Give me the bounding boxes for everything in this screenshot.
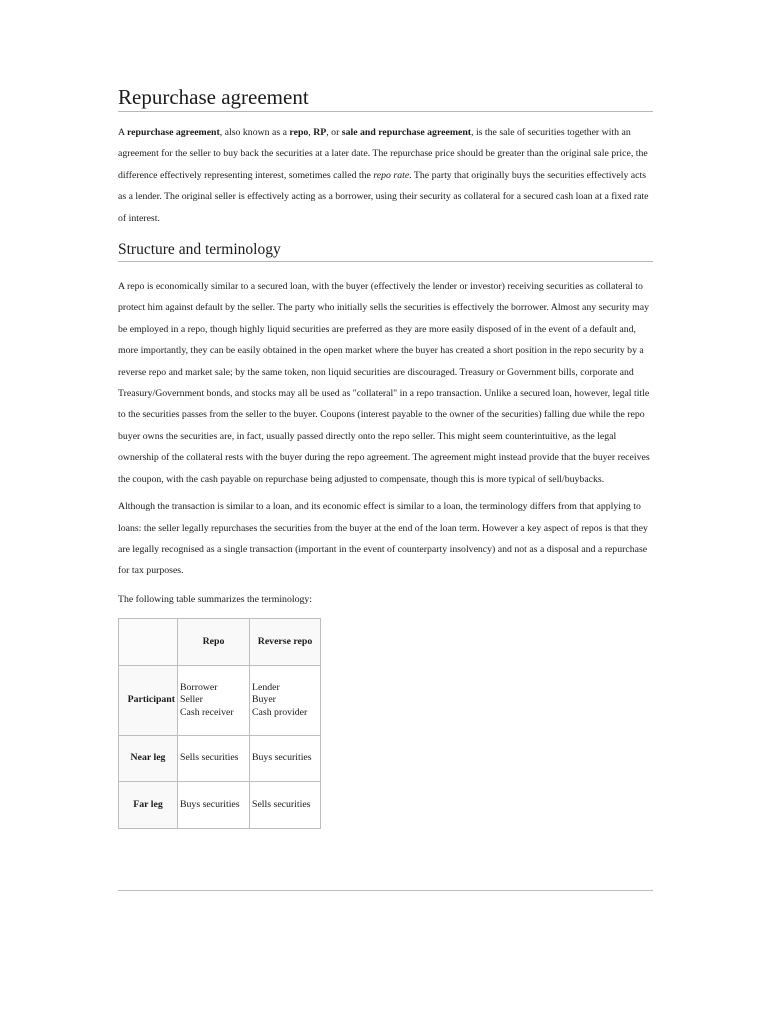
cell-far-leg-reverse-repo: Sells securities [250,782,321,829]
row-header-near-leg: Near leg [119,736,178,782]
cell-participant-reverse-repo: Lender Buyer Cash provider [250,666,321,736]
column-header-repo: Repo [178,619,250,666]
cell-near-leg-repo: Sells securities [178,736,250,782]
terminology-table [118,618,321,829]
cell-participant-repo: Borrower Seller Cash receiver [178,666,250,736]
column-header-reverse-repo: Reverse repo [250,619,321,666]
row-header-far-leg: Far leg [119,782,178,829]
term-repo: repo [289,127,309,138]
term-sale-and-repurchase: sale and repurchase agreement [341,127,472,138]
table-row [119,736,321,782]
footer-divider [118,890,653,891]
structure-paragraph-1: A repo is economically similar to a secured loan, with the buyer (effectively the lender or investor) receiving securities as collateral to protect him against default by the seller. The party who initially sells the securities is effectively the borrower. Almost any security may be employed in a repo, though highly liquid securities are preferred as they are more easily disposed of in the event of a default and, more importantly, they can be easily obtained in the open market where the buyer has created a short position in the repo security by a reverse repo and market sale; by the same token, non liquid securities are discouraged. Treasury or Government bills, corporate and Treasury/Government bonds, and stocks may all be used as "collateral" in a repo transaction. Unlike a secured loan, however, legal title to the securities passes from the seller to the buyer. Coupons (interest payable to the owner of the securities) falling due while the repo buyer owns the securities are, in fact, usually passed directly onto the repo seller. This might seem counterintuitive, as the legal ownership of the collateral rests with the buyer during the repo agreement. The agreement might instead provide that the buyer receives the coupon, with the cash payable on repurchase being adjusted to compensate, though this is more typical of sell/buybacks. [118,281,650,485]
cell-far-leg-repo: Buys securities [178,782,250,829]
term-rp: RP [313,127,327,138]
page-title: Repurchase agreement [118,84,653,112]
term-repurchase-agreement: repurchase agreement [126,127,220,138]
term-repo-rate: repo rate [373,169,410,181]
table-row [119,666,321,736]
row-header-participant: Participant [119,666,178,736]
table-header-row [119,619,321,666]
structure-paragraph-2: Although the transaction is similar to a loan, and its economic effect is similar to a loan, the terminology differs from that applying to loans: the seller legally repurchases the securities from the buyer at the end of the loan term. However a key aspect of repos is that they are legally recognised as a single transaction (important in the event of counterparty insolvency) and not as a disposal and a repurchase for tax purposes. [118,501,648,577]
article [118,84,653,829]
table-intro: The following table summarizes the terminology: [118,593,312,605]
section-heading-structure: Structure and terminology [118,240,653,262]
lede-paragraph: A repurchase agreement, also known as a repo, RP, or sale and repurchase agreement, is the sale of securities together with an agreement for the seller to buy back the securities at a later date. The repurchase price should be greater than the original sale price, the difference effectively representing interest, sometimes called the repo rate. The party that originally buys the securities effectively acts as a lender. The original seller is effectively acting as a borrower, using their security as collateral for a secured cash loan at a fixed rate of interest. [118,127,649,224]
cell-near-leg-reverse-repo: Buys securities [250,736,321,782]
table-row [119,782,321,829]
table-corner-cell [119,619,178,666]
